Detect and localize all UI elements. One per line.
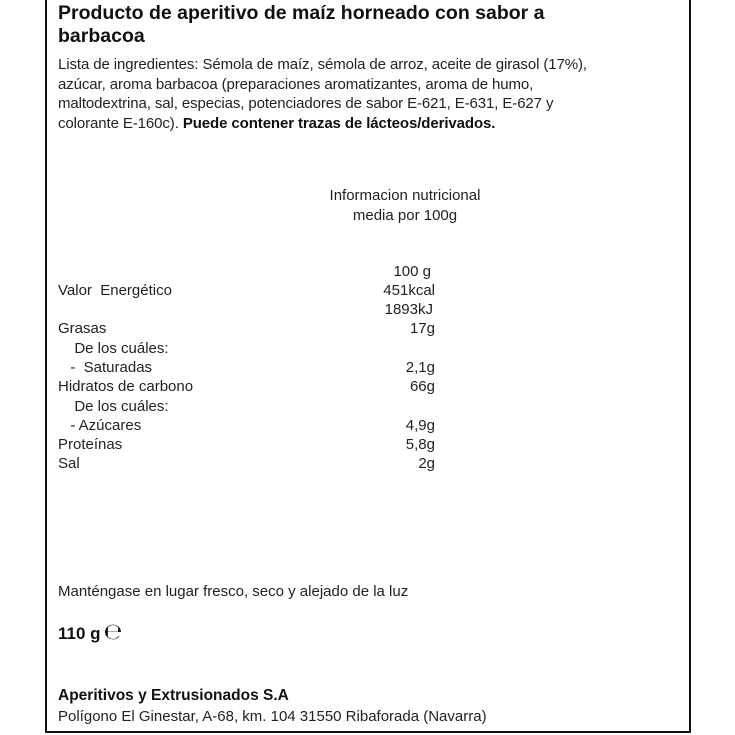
nutrition-row-value: 1893kJ [384, 301, 433, 318]
nutrition-row-value: 2g [418, 455, 435, 472]
net-weight [58, 620, 123, 645]
nutrition-row-label: Sal [58, 455, 80, 472]
product-title [58, 2, 545, 48]
nutrition-row-label: - Saturadas [62, 359, 153, 376]
nutrition-row-label: Valor Energético [58, 282, 172, 299]
nutrition-row-label: De los cuáles: [66, 340, 169, 357]
nutrition-column-header: 100 g [393, 263, 431, 280]
manufacturer-name: Aperitivos y Extrusionados S.A [58, 687, 289, 704]
nutrition-row-label: - Azúcares [62, 417, 142, 434]
nutrition-row-label: De los cuáles: [66, 398, 169, 415]
nutrition-row-value: 2,1g [405, 359, 435, 376]
nutrition-row-value: 17g [409, 320, 435, 337]
storage-instructions: Manténgase en lugar fresco, seco y alejado de la luz [58, 583, 409, 600]
nutrition-heading [300, 186, 510, 226]
net-weight-value: 110 g [58, 624, 101, 643]
nutrition-row-value: 4,9g [405, 417, 435, 434]
manufacturer-address: Polígono El Ginestar, A-68, km. 104 31550 Ribaforada (Navarra) [58, 708, 487, 725]
product-title-line-1: Producto de aperitivo de maíz horneado con sabor a [58, 2, 545, 24]
ingredients-line-1: Lista de ingredientes: Sémola de maíz, sémola de arroz, aceite de girasol (17%), [58, 56, 587, 73]
nutrition-heading-line-1: Informacion nutricional [329, 187, 481, 204]
ingredients-line-2: azúcar, aroma barbacoa (preparaciones aromatizantes, aroma de humo, [58, 75, 534, 93]
ingredients-line-3: maltodextrina, sal, especias, potenciadores de sabor E-621, E-631, E-627 y [58, 95, 554, 112]
ingredients-list [58, 55, 587, 133]
nutrition-row-label: Proteínas [58, 436, 123, 453]
nutrition-heading-line-2: media por 100g [352, 207, 458, 224]
allergen-warning: Puede contener trazas de lácteos/derivados. [182, 114, 496, 132]
nutrition-row-value: 66g [409, 378, 435, 395]
nutrition-row-value: 451kcal [383, 282, 435, 299]
nutrition-row-label: Hidratos de carbono [58, 378, 194, 395]
ingredients-line-4 [58, 114, 587, 134]
product-title-line-2: barbacoa [58, 25, 145, 47]
nutrition-row-value: 5,8g [405, 436, 435, 453]
nutrition-row-label: Grasas [58, 320, 107, 337]
ingredients-line-4-regular: colorante E-160c). [58, 114, 183, 132]
estimated-sign-icon: ℮ [103, 620, 123, 645]
